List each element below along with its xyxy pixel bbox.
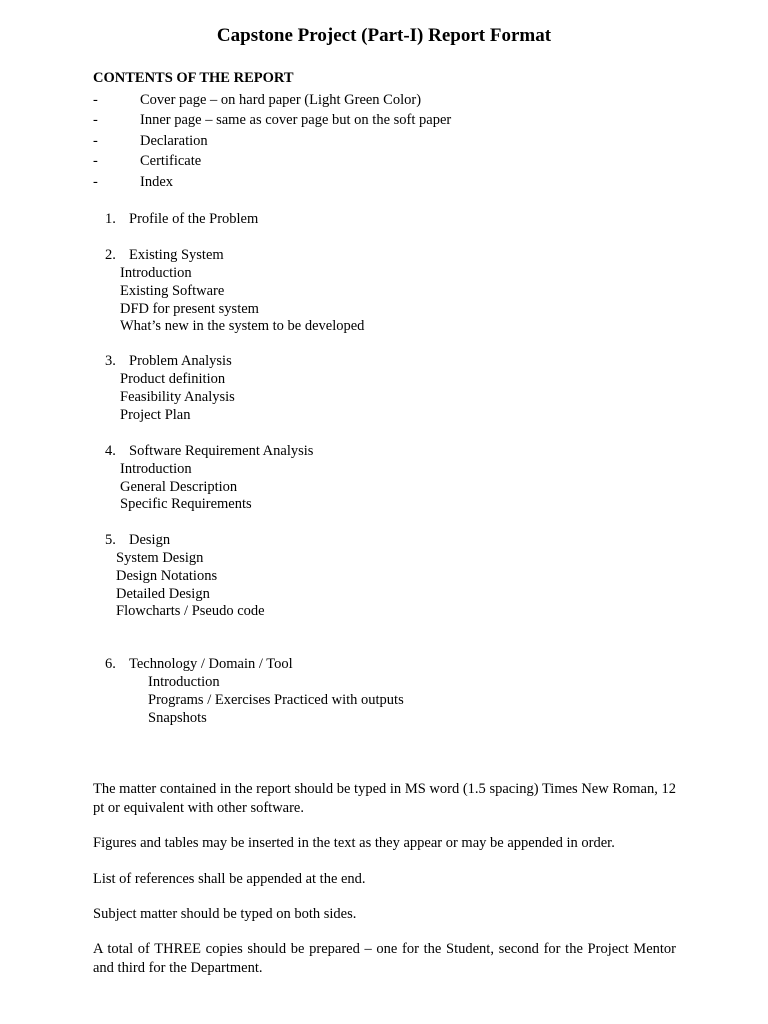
body-paragraph: Subject matter should be typed on both sides. <box>93 906 357 922</box>
document-title: Capstone Project (Part-I) Report Format <box>216 25 552 46</box>
section-item: Specific Requirements <box>120 496 252 512</box>
section-heading: 4. Software Requirement Analysis <box>105 443 314 459</box>
section-item: General Description <box>120 479 238 495</box>
section-heading: 3. Problem Analysis <box>105 353 232 369</box>
section-item: Product definition <box>120 371 226 387</box>
section-item: Introduction <box>120 461 192 477</box>
body-paragraph: List of references shall be appended at the end. <box>93 871 366 887</box>
section-heading: 5. Design <box>105 532 171 548</box>
section-item: DFD for present system <box>120 301 259 317</box>
section-heading: 1. Profile of the Problem <box>105 211 259 227</box>
section-item: Project Plan <box>120 407 191 423</box>
body-paragraph: A total of THREE copies should be prepared – one for the Student, second for the Project Mentor and third for the Department. <box>93 941 676 976</box>
section-item: Programs / Exercises Practiced with outputs <box>148 692 404 708</box>
section-item: Introduction <box>120 265 192 281</box>
section-item: Detailed Design <box>116 586 210 602</box>
document-page: Capstone Project (Part-I) Report Format CONTENTS OF THE REPORT - Cover page – on hard paper (Light Green Color) - Inner page – same as cover page but on the soft paper - Declaration - Certificate - Index 1. Profile of the Problem 2. Existing System Introduction Existing Software DFD for present system What’s new in the system to be developed 3. Problem Analysis Product definition Feasibility Analysis Project Plan 4. Software Requirement Analysis Introduction General Description Specific Requirements 5. Design System Design Design Notations Detailed Design Flowcharts / Pseudo code 6. Technology / Domain / Tool Introduction Programs / Exercises Practiced with outputs Snapshots The matter contained in the report should be typed in MS word (1.5 spacing) Times New Roman, 12 pt or equivalent with other software. Figures and tables may be inserted in the text as they appear or may be appended in order. List of references shall be appended at the end. Subject matter should be typed on both sides. A total of THREE copies should be prepared – one for the Student, second for the Project Mentor and third for the Department. <box>0 0 768 1024</box>
section-item: System Design <box>116 550 204 566</box>
body-paragraph: The matter contained in the report should be typed in MS word (1.5 spacing) Times New Roman, 12 pt or equivalent with other software. <box>93 781 676 816</box>
section-heading: 2. Existing System <box>105 247 224 263</box>
contents-heading: CONTENTS OF THE REPORT <box>93 70 294 86</box>
section-item: Flowcharts / Pseudo code <box>116 603 265 619</box>
section-item: Introduction <box>148 674 220 690</box>
section-item: What’s new in the system to be developed <box>120 318 365 334</box>
section-item: Existing Software <box>120 283 225 299</box>
section-heading: 6. Technology / Domain / Tool <box>105 656 293 672</box>
section-item: Design Notations <box>116 568 218 584</box>
section-item: Feasibility Analysis <box>120 389 235 405</box>
section-item: Snapshots <box>148 710 207 726</box>
body-paragraph: Figures and tables may be inserted in the text as they appear or may be appended in order. <box>93 835 615 851</box>
